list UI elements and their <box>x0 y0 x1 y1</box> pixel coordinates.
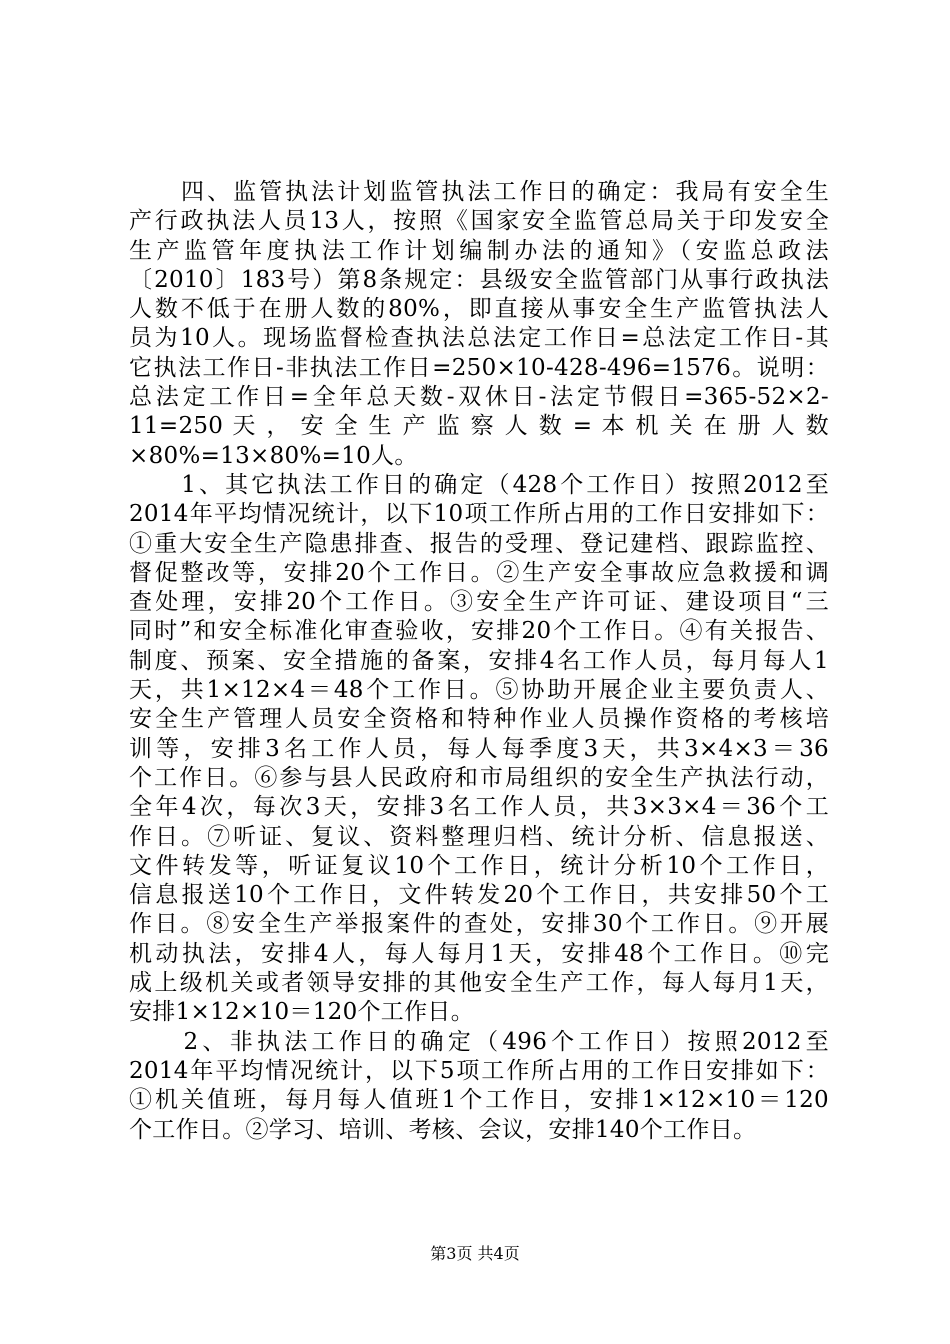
text-line: 11=250 天 ， 安 全 生 产 监 察 人 数 = 本 机 关 在 册 人 数 <box>129 413 829 440</box>
body-text <box>129 178 829 1145</box>
text-line: 1、其它执法工作日的确定（428个工作日）按照2012至 <box>129 471 829 498</box>
text-line: 2014年平均情况统计，以下5项工作所占用的工作日安排如下： <box>129 1057 829 1084</box>
text-line: 督促整改等，安排20个工作日。②生产安全事故应急救援和调 <box>129 559 829 586</box>
text-line: 成上级机关或者领导安排的其他安全生产工作，每人每月1天， <box>129 970 829 997</box>
text-line: 查处理，安排20个工作日。③安全生产许可证、建设项目“三 <box>129 589 829 616</box>
text-line: ×80%=13×80%=10人。 <box>129 442 418 469</box>
text-line: ①重大安全生产隐患排查、报告的受理、登记建档、跟踪监控、 <box>129 530 829 557</box>
text-line: 训等，安排3名工作人员，每人每季度3天，共3×4×3＝36 <box>129 735 829 762</box>
text-line: 个工作日。⑥参与县人民政府和市局组织的安全生产执法行动， <box>129 764 829 791</box>
text-line: 作日。⑦听证、复议、资料整理归档、统计分析、信息报送、 <box>129 823 829 850</box>
text-line: 同时”和安全标准化审查验收，安排20个工作日。④有关报告、 <box>129 618 829 645</box>
text-line: 员为10人。现场监督检查执法总法定工作日=总法定工作日-其 <box>129 325 829 352</box>
text-line: 产行政执法人员13人，按照《国家安全监管总局关于印发安全 <box>129 208 829 235</box>
text-line: 四、监管执法计划监管执法工作日的确定：我局有安全生 <box>129 179 829 205</box>
text-line: 〔2010〕183号）第8条规定：县级安全监管部门从事行政执法 <box>129 266 829 293</box>
text-line: 天，共1×12×4＝48个工作日。⑤协助开展企业主要负责人、 <box>129 677 829 704</box>
text-line: 安排1×12×10＝120个工作日。 <box>129 999 475 1026</box>
text-line: 机动执法，安排4人，每人每月1天，安排48个工作日。⑩完 <box>129 940 829 967</box>
text-line: ①机关值班，每月每人值班1个工作日，安排1×12×10＝120 <box>129 1087 829 1114</box>
text-line: 2、非执法工作日的确定（496个工作日）按照2012至 <box>129 1028 829 1055</box>
text-line: 安全生产管理人员安全资格和特种作业人员操作资格的考核培 <box>129 706 829 733</box>
page-footer: 第3页 共4页 <box>430 1244 520 1263</box>
text-line: 全年4次，每次3天，安排3名工作人员，共3×3×4＝36个工 <box>129 794 829 821</box>
text-line: 总法定工作日=全年总天数-双休日-法定节假日=365-52×2- <box>129 384 829 411</box>
text-line: 个工作日。②学习、培训、考核、会议，安排140个工作日。 <box>129 1116 757 1143</box>
text-line: 信息报送10个工作日，文件转发20个工作日，共安排50个工 <box>129 882 829 909</box>
text-line: 它执法工作日-非执法工作日=250×10-428-496=1576。说明： <box>129 354 829 381</box>
text-line: 生产监管年度执法工作计划编制办法的通知》（安监总政法 <box>129 237 829 264</box>
text-line: 制度、预案、安全措施的备案，安排4名工作人员，每月每人1 <box>129 647 829 674</box>
text-line: 作日。⑧安全生产举报案件的查处，安排30个工作日。⑨开展 <box>129 911 829 938</box>
text-line: 人数不低于在册人数的80%，即直接从事安全生产监管执法人 <box>129 296 829 323</box>
text-line: 文件转发等，听证复议10个工作日，统计分析10个工作日， <box>129 852 829 879</box>
text-line: 2014年平均情况统计，以下10项工作所占用的工作日安排如下： <box>129 501 829 528</box>
